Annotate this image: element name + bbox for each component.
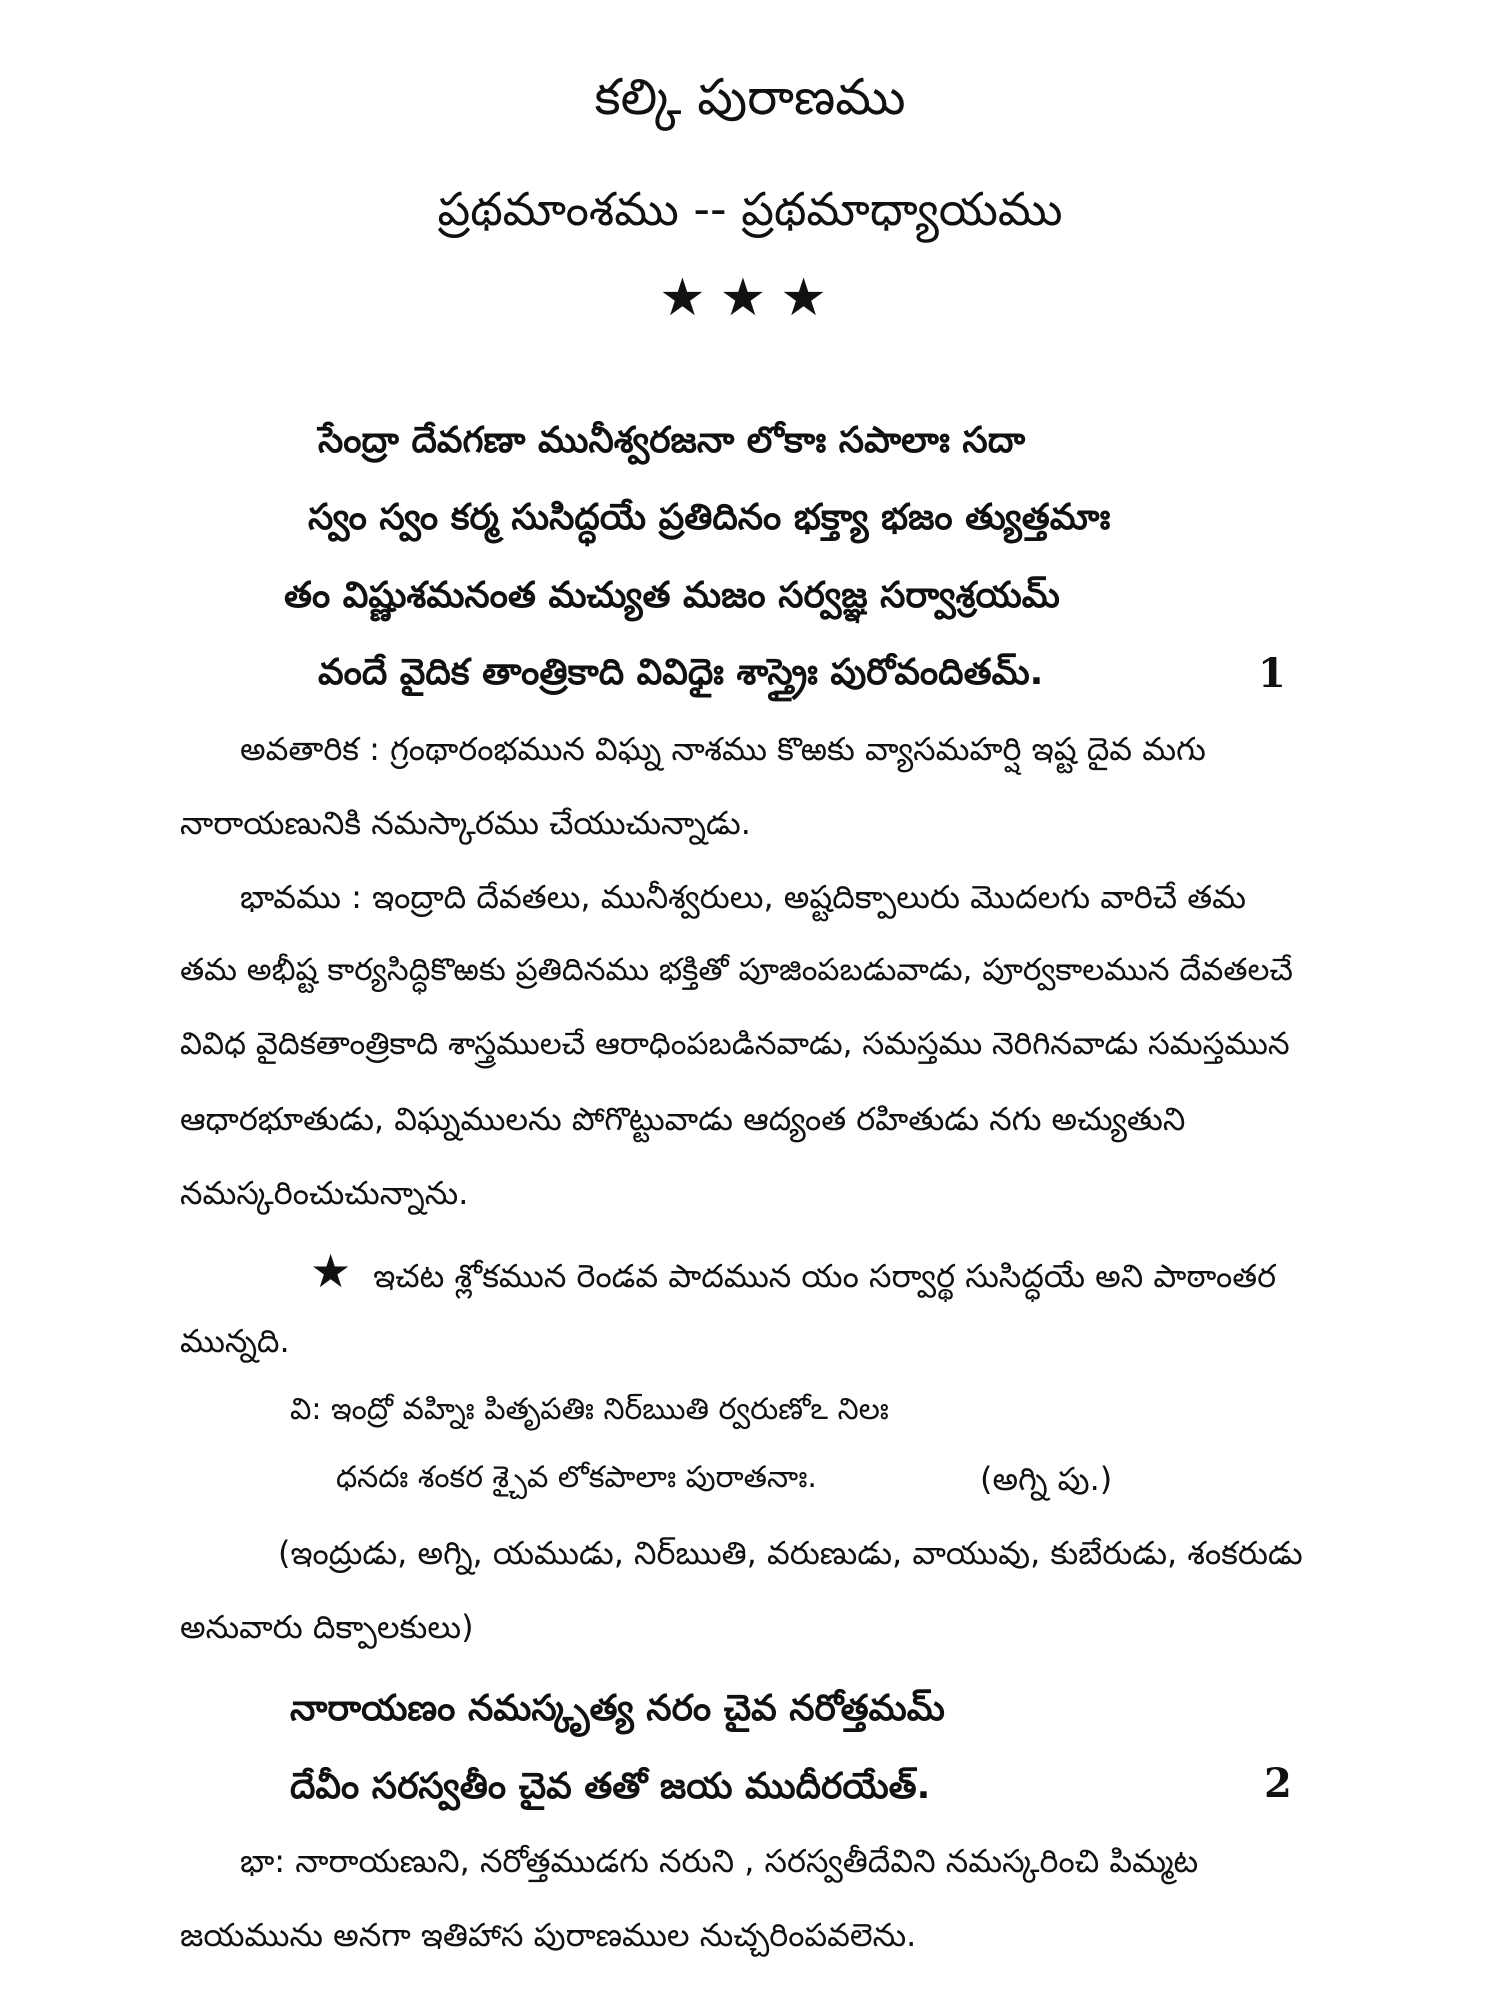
- decorative-stars: ★★★: [659, 268, 841, 328]
- vi-line-1: వి: ఇంద్రో వహ్నిః పితృపతిః నిర్‌ఋతి ర్వరుణోఽ నిలః: [290, 1392, 889, 1427]
- bhavamu-line-5: నమస్కరించుచున్నాను.: [180, 1174, 469, 1212]
- verse1-number: 1: [1258, 650, 1286, 697]
- bhavamu-line-4: ఆధారభూతుడు, విఘ్నములను పోగొట్టువాడు ఆద్యంత రహితుడు నగు అచ్యుతుని: [180, 1100, 1186, 1138]
- star-icon: ★: [310, 1244, 352, 1298]
- vi-line-2: ధనదః శంకర శ్చైవ లోకపాలాః పురాతనాః.: [336, 1460, 817, 1495]
- dikpalakulu-line-2: అనువారు దిక్పాలకులు): [180, 1608, 474, 1646]
- verse2-line-1: నారాయణం నమస్కృత్య నరం చైవ నరోత్తమమ్: [290, 1688, 945, 1729]
- bha-line-2: జయమును అనగా ఇతిహాస పురాణముల నుచ్చరింపవలెను.: [180, 1916, 917, 1954]
- verse2-number: 2: [1264, 1760, 1292, 1807]
- bhavamu-line-2: తమ అభీష్ట కార్యసిద్ధికొఱకు ప్రతిదినము భక్తితో పూజింపబడువాడు, పూర్వకాలమున దేవతలచే: [180, 952, 1293, 988]
- avatarika-line-2: నారాయణునికి నమస్కారము చేయుచున్నాడు.: [180, 804, 751, 842]
- vi-source: (అగ్ని పు.): [980, 1460, 1113, 1498]
- bha-line-1: భా: నారాయణుని, నరోత్తముడగు నరుని , సరస్వతీదేవిని నమస్కరించి పిమ్మట: [240, 1842, 1199, 1880]
- note-line-2: మున్నది.: [180, 1322, 290, 1360]
- verse1-line-2: స్వం స్వం కర్మ సుసిద్ధయే ప్రతిదినం భక్త్యా భజం త్యుత్తమాః: [308, 497, 1111, 538]
- verse1-line-4: వందే వైదిక తాంత్రికాది వివిధైః శాస్త్రైః పురోవందితమ్.: [318, 652, 1044, 693]
- avatarika-line-1: అవతారిక : గ్రంథారంభమున విఘ్న నాశము కొఱకు వ్యాసమహర్షి ఇష్ట దైవ మగు: [240, 730, 1206, 768]
- page-title: కల్కి పురాణము: [594, 68, 906, 126]
- note-text-1: ఇచట శ్లోకమున రెండవ పాదమున యం సర్వార్థ సుసిద్ధయే అని పాఠాంతర: [373, 1257, 1277, 1295]
- dikpalakulu-line-1: (ఇంద్రుడు, అగ్ని, యముడు, నిర్‌ఋతి, వరుణుడు, వాయువు, కుబేరుడు, శంకరుడు: [278, 1534, 1303, 1572]
- chapter-subtitle: ప్రథమాంశము -- ప్రథమాధ్యాయము: [437, 182, 1063, 236]
- bhavamu-line-1: భావము : ఇంద్రాది దేవతలు, మునీశ్వరులు, అష్టదిక్పాలురు మొదలగు వారిచే తమ: [240, 878, 1247, 916]
- verse2-line-2: దేవీం సరస్వతీం చైవ తతో జయ ముదీరయేత్.: [290, 1766, 931, 1807]
- note-line-1: [310, 1244, 1276, 1303]
- verse1-line-1: సేంద్రా దేవగణా మునీశ్వరజనా లోకాః సపాలాః సదా: [318, 420, 1026, 461]
- bhavamu-line-3: వివిధ వైదికతాంత్రికాది శాస్త్రములచే ఆరాధింపబడినవాడు, సమస్తము నెరిగినవాడు సమస్తమున: [180, 1026, 1290, 1062]
- verse1-line-3: తం విష్ణుశమనంత మచ్యుత మజం సర్వజ్ఞ సర్వాశ్రయమ్: [284, 575, 1060, 616]
